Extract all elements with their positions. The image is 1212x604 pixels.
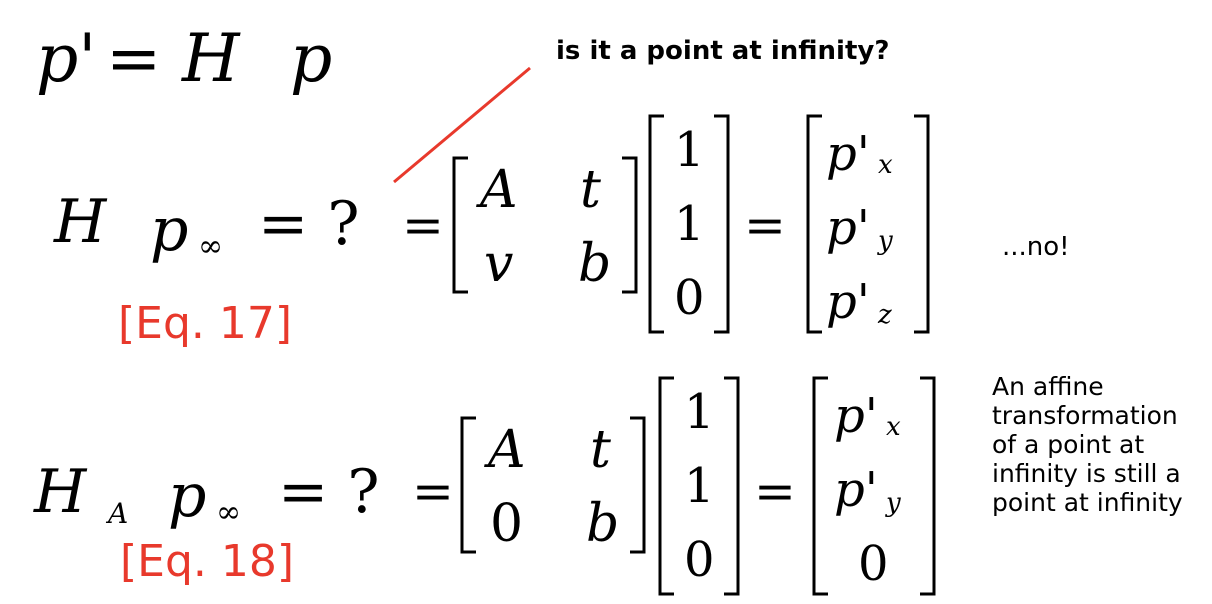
eq18-result-px-sub: x (886, 412, 901, 442)
eq18-result-last: 0 (858, 536, 889, 592)
eq18-matrix-a11: A (488, 420, 526, 480)
eq18-matrix-brackets (458, 414, 648, 556)
eq17-result-pz-sub: z (878, 300, 892, 330)
eq18-label: [Eq. 18] (120, 536, 295, 587)
eq18-lhs-H: H (34, 457, 87, 527)
eq17-remark: ...no! (1002, 232, 1070, 262)
eq18-lhs-sub-A: A (108, 497, 129, 530)
eq18-matrix-a22: b (586, 494, 620, 554)
eq17-result-pz-p: p' (826, 274, 870, 330)
eq18-equals-2: = (754, 462, 796, 520)
eq17-result-px-p: p' (826, 126, 870, 182)
callout-text: is it a point at infinity? (556, 36, 890, 66)
title-equals: = (106, 20, 162, 97)
eq17-vector-1: 1 (674, 122, 705, 178)
eq18-matrix-a12: t (590, 420, 611, 480)
eq17-lhs-p: p (150, 195, 189, 265)
eq17-matrix-a12: t (580, 160, 601, 220)
eq17-equals-1: = (402, 196, 444, 254)
eq18-result-py-p: p' (834, 462, 878, 518)
eq18-matrix-a21: 0 (490, 494, 524, 554)
eq17-result-px-sub: x (878, 150, 893, 180)
eq17-matrix-a21: v (484, 234, 514, 294)
title-p: p (290, 20, 333, 97)
eq18-result-px-p: p' (834, 388, 878, 444)
eq18-infinity-sub: ∞ (216, 495, 241, 530)
eq18-result-py-sub: y (886, 488, 901, 518)
eq17-lhs-H: H (54, 187, 107, 257)
eq17-infinity-sub: ∞ (198, 229, 223, 264)
eq18-vector-3: 0 (684, 532, 715, 588)
eq17-result-py-sub: y (878, 226, 893, 256)
eq17-equals-2: = (744, 196, 786, 254)
eq18-equals-1: = (412, 462, 454, 520)
eq17-result-py-p: p' (826, 200, 870, 256)
title-H: H (182, 20, 240, 97)
eq17-equals-question: = ? (258, 189, 360, 259)
title-p-prime: p' (36, 20, 97, 97)
eq17-matrix-a11: A (480, 160, 518, 220)
eq18-vector-2: 1 (684, 458, 715, 514)
eq17-matrix-brackets (450, 154, 640, 296)
eq17-label: [Eq. 17] (118, 298, 293, 349)
eq17-vector-2: 1 (674, 196, 705, 252)
eq17-matrix-a22: b (578, 234, 612, 294)
eq18-lhs-p: p (168, 461, 207, 531)
eq18-note: An affine transformation of a point at infinity is still a point at infinity (992, 372, 1183, 517)
eq18-vector-1: 1 (684, 384, 715, 440)
eq17-vector-3: 0 (674, 270, 705, 326)
eq18-equals-question: = ? (278, 457, 380, 527)
